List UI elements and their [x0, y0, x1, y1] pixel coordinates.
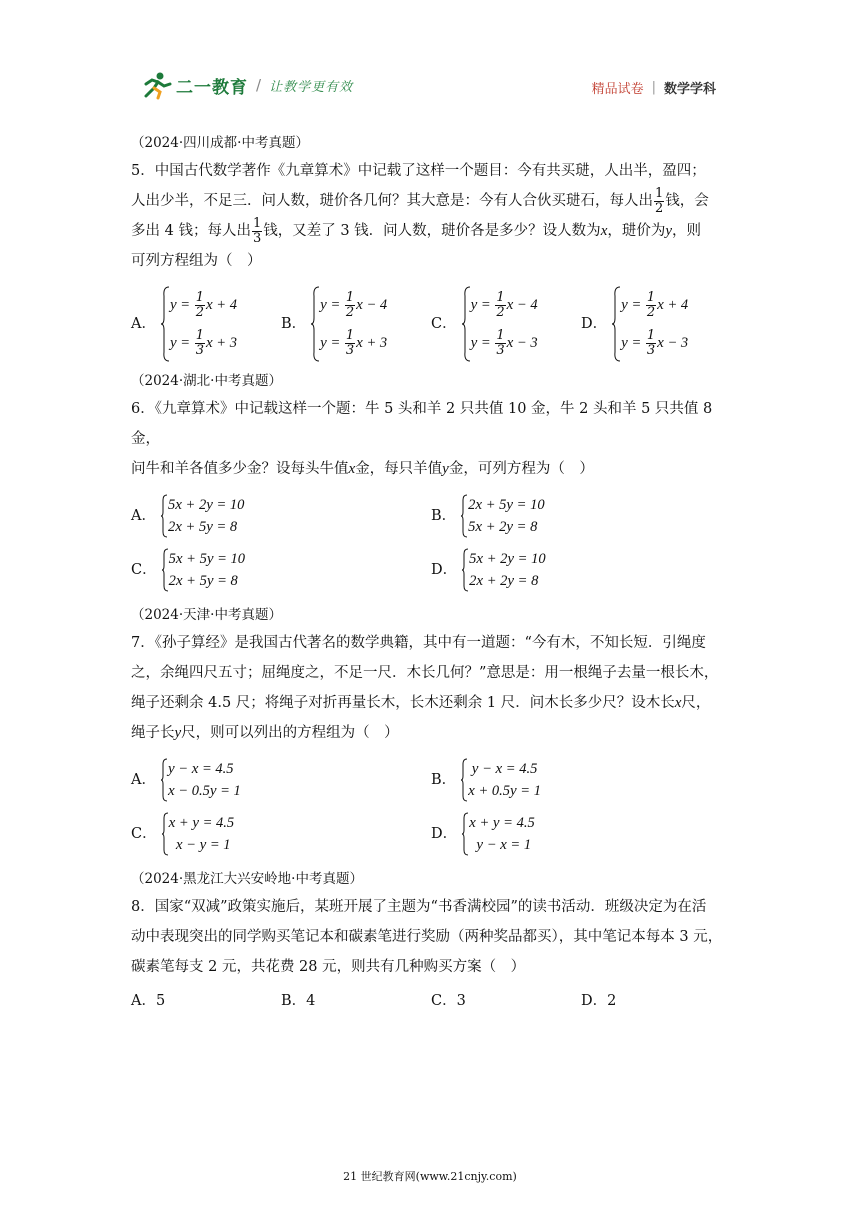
brace-icon — [310, 286, 320, 362]
q6-option-b[interactable]: B． 2 x + 5 y = 10 5 x + 2 y = 8 — [431, 494, 731, 538]
runner-logo-icon — [138, 70, 174, 100]
brace-icon — [461, 812, 469, 856]
q6-line1: 6．《九章算术》中记载这样一个题：牛 5 头和羊 2 只共值 10 金，牛 2 头和羊 5 只共值 8 金， — [131, 401, 713, 447]
q6-option-c[interactable]: C． 5 x + 5 y = 10 2 x + 5 y = 8 — [131, 548, 431, 592]
brace-icon — [160, 758, 168, 802]
q8-source: （2024·黑龙江大兴安岭地·中考真题） — [131, 871, 363, 887]
brace-icon — [460, 494, 468, 538]
q5-line1: 5．中国古代数学著作《九章算术》中记载了这样一个题目：今有共买琎，人出半，盈四； — [131, 163, 706, 179]
q7-option-a[interactable]: A． y − x = 4.5 x − 0.5 y = 1 — [131, 758, 431, 802]
brace-icon — [461, 548, 469, 592]
q6-options-row1 — [131, 494, 731, 538]
header-right: 精品试卷 | 数学学科 — [591, 80, 716, 97]
q6-option-d[interactable]: D． 5 x + 2 y = 10 2 x + 2 y = 8 — [431, 548, 731, 592]
q7-line1: 7．《孙子算经》是我国古代著名的数学典籍，其中有一道题：“今有木，不知长短．引绳度 — [131, 635, 706, 651]
q5-source: （2024·四川成都·中考真题） — [131, 135, 309, 151]
q8-option-b[interactable]: B． 4 — [281, 993, 316, 1009]
brace-icon — [160, 494, 168, 538]
q5-option-a[interactable]: A． y = $\frac{1}{2}$ x + 4 y = $\frac{1}{3}$ x + 3 — [131, 286, 281, 362]
q7-option-c[interactable]: C． x + y = 4.5 x − y = 1 — [131, 812, 431, 856]
brace-icon — [161, 812, 169, 856]
logo: 二一教育 / 让教学更有效 — [138, 70, 353, 100]
slogan: 让教学更有效 — [269, 79, 354, 95]
page-header — [0, 0, 860, 110]
fraction-half: $\frac{1}{2}$ — [655, 185, 664, 216]
fraction-third: $\frac{1}{3}$ — [252, 215, 262, 246]
q8-option-d[interactable]: D． 2 — [581, 993, 617, 1009]
q6-line2: 问牛和羊各值多少金？设每头牛值x金，每只羊值y金，可列方程为（ ） — [131, 461, 594, 477]
brace-icon — [161, 548, 169, 592]
q8-option-a[interactable]: A． 5 — [131, 993, 166, 1009]
q5-option-b[interactable]: B． y = $\frac{1}{2}$ x − 4 y = $\frac{1}{3}$ x + 3 — [281, 286, 431, 362]
q5-options — [131, 286, 731, 362]
question-content — [131, 130, 731, 1022]
q7-options-row1 — [131, 758, 731, 802]
brace-icon — [460, 758, 468, 802]
q6-source: （2024·湖北·中考真题） — [131, 373, 282, 389]
page-footer: 21 世纪教育网(www.21cnjy.com) — [343, 1170, 517, 1183]
q8-option-c[interactable]: C． 3 — [431, 993, 466, 1009]
brace-icon — [160, 286, 170, 362]
q8-options — [131, 986, 731, 1016]
header-subject: 数学学科 — [663, 82, 716, 97]
brand-name: 二一教育 — [176, 77, 248, 98]
q5-option-c[interactable]: C． y = $\frac{1}{2}$ x − 4 y = $\frac{1}{3}$ x − 3 — [431, 286, 581, 362]
header-tag: 精品试卷 — [591, 82, 644, 97]
q5-line4: 可列方程组为（ ） — [131, 253, 262, 269]
q8-line2: 动中表现突出的同学购买笔记本和碳素笔进行奖励（两种奖品都买），其中笔记本每本 3 元， — [131, 929, 723, 945]
q5-line2: 人出少半，不足三．问人数，琎价各几何？其大意是：今有人合伙买琎石，每人出 $\frac{1}{2}$ 钱，会 — [131, 185, 709, 216]
q7-option-d[interactable]: D． x + y = 4.5 y − x = 1 — [431, 812, 731, 856]
q7-source: （2024·天津·中考真题） — [131, 607, 282, 623]
q7-options-row2 — [131, 812, 731, 856]
q7-option-b[interactable]: B． y − x = 4.5 x + 0.5 y = 1 — [431, 758, 731, 802]
q6-options-row2 — [131, 548, 731, 592]
q5-option-d[interactable]: D． y = $\frac{1}{2}$ x + 4 y = $\frac{1}{3}$ x − 3 — [581, 286, 731, 362]
q6-option-a[interactable]: A． 5 x + 2 y = 10 2 x + 5 y = 8 — [131, 494, 431, 538]
q7-line3: 绳子还剩余 4.5 尺；将绳子对折再量长木，长木还剩余 1 尺．问木长多少尺？设木长x尺， — [131, 695, 711, 711]
q7-line4: 绳子长y尺，则可以列出的方程组为（ ） — [131, 725, 399, 741]
q5-line3: 多出 4 钱；每人出 $\frac{1}{3}$ 钱，又差了 3 钱．问人数，琎价各是多少？设人数为x，琎价为y，则 — [131, 215, 702, 246]
q8-line3: 碳素笔每支 2 元，共花费 28 元，则共有几种购买方案（ ） — [131, 959, 526, 975]
q8-line1: 8．国家“双减”政策实施后，某班开展了主题为“书香满校园”的读书活动．班级决定为在活 — [131, 899, 707, 915]
brace-icon — [461, 286, 471, 362]
brace-icon — [611, 286, 621, 362]
q7-line2: 之，余绳四尺五寸；屈绳度之，不足一尺．木长几何？”意思是：用一根绳子去量一根长木， — [131, 665, 719, 681]
